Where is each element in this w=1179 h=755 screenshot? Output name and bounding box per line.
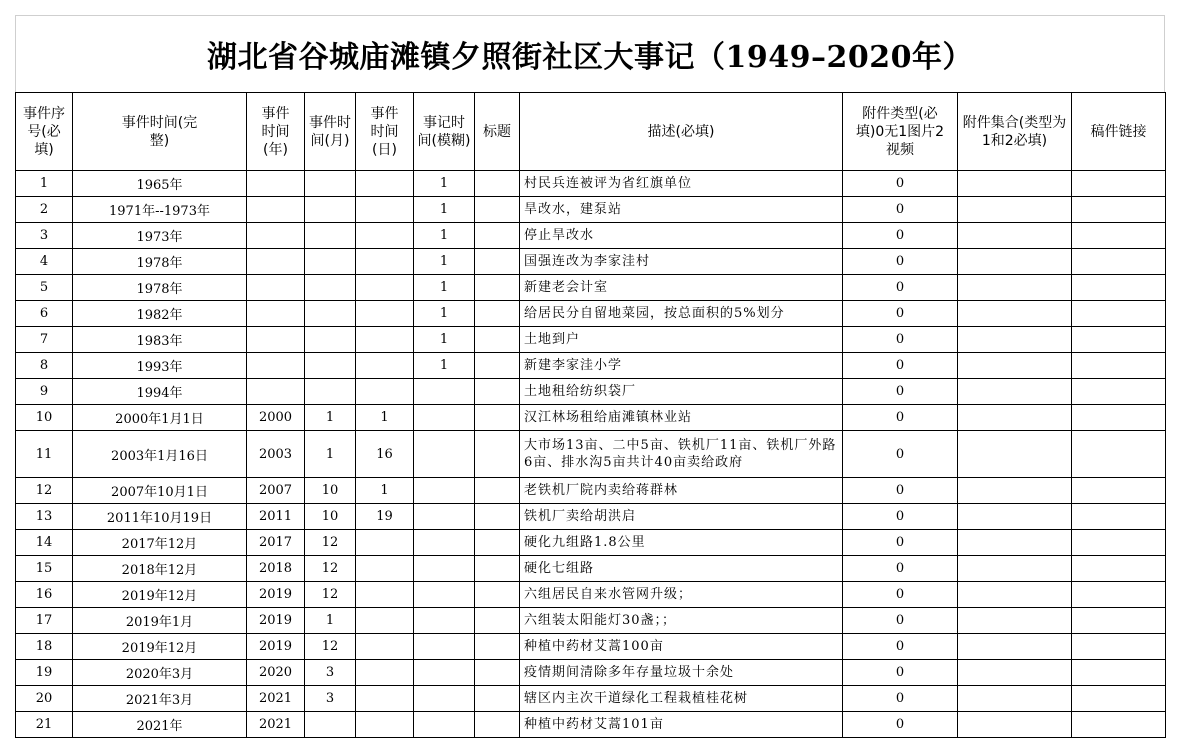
cell-attachment-type[interactable]: 0 <box>843 171 958 197</box>
cell-attachment-type[interactable]: 0 <box>843 405 958 431</box>
cell-seq[interactable]: 3 <box>16 223 73 249</box>
cell-month[interactable]: 1 <box>305 431 356 478</box>
cell-year[interactable]: 2018 <box>247 556 305 582</box>
cell-attachment-type[interactable]: 0 <box>843 608 958 634</box>
cell-attachment-set[interactable] <box>958 660 1072 686</box>
cell-description[interactable]: 新建李家洼小学 <box>520 353 843 379</box>
table-row <box>16 608 1166 634</box>
cell-month[interactable] <box>305 712 356 738</box>
cell-link[interactable] <box>1072 301 1166 327</box>
cell-fuzzy[interactable] <box>414 608 475 634</box>
cell-day[interactable] <box>356 275 414 301</box>
cell-attachment-set[interactable] <box>958 405 1072 431</box>
cell-month[interactable] <box>305 301 356 327</box>
cell-attachment-type[interactable]: 0 <box>843 197 958 223</box>
cell-seq[interactable]: 9 <box>16 379 73 405</box>
cell-description[interactable]: 土地到户 <box>520 327 843 353</box>
cell-date-full[interactable]: 1978年 <box>73 275 247 301</box>
cell-year[interactable] <box>247 379 305 405</box>
cell-day[interactable]: 19 <box>356 504 414 530</box>
cell-attachment-type[interactable]: 0 <box>843 223 958 249</box>
cell-month[interactable]: 3 <box>305 660 356 686</box>
cell-link[interactable] <box>1072 478 1166 504</box>
cell-link[interactable] <box>1072 686 1166 712</box>
cell-fuzzy[interactable]: 1 <box>414 223 475 249</box>
cell-link[interactable] <box>1072 327 1166 353</box>
cell-month[interactable] <box>305 275 356 301</box>
cell-link[interactable] <box>1072 634 1166 660</box>
cell-seq[interactable]: 5 <box>16 275 73 301</box>
cell-link[interactable] <box>1072 197 1166 223</box>
cell-seq[interactable]: 7 <box>16 327 73 353</box>
cell-seq[interactable]: 18 <box>16 634 73 660</box>
cell-description[interactable]: 新建老会计室 <box>520 275 843 301</box>
cell-description[interactable]: 村民兵连被评为省红旗单位 <box>520 171 843 197</box>
cell-title[interactable] <box>475 478 520 504</box>
cell-date-full[interactable]: 1983年 <box>73 327 247 353</box>
cell-fuzzy[interactable] <box>414 379 475 405</box>
cell-link[interactable] <box>1072 712 1166 738</box>
cell-description[interactable]: 辖区内主次干道绿化工程栽植桂花树 <box>520 686 843 712</box>
cell-date-full[interactable]: 1993年 <box>73 353 247 379</box>
cell-day[interactable] <box>356 171 414 197</box>
cell-attachment-set[interactable] <box>958 379 1072 405</box>
cell-month[interactable]: 10 <box>305 478 356 504</box>
cell-attachment-type[interactable]: 0 <box>843 275 958 301</box>
cell-day[interactable] <box>356 197 414 223</box>
cell-title[interactable] <box>475 504 520 530</box>
cell-description[interactable]: 疫情期间清除多年存量垃圾十余处 <box>520 660 843 686</box>
cell-day[interactable] <box>356 327 414 353</box>
cell-day[interactable] <box>356 223 414 249</box>
cell-attachment-type[interactable]: 0 <box>843 249 958 275</box>
cell-description[interactable]: 停止旱改水 <box>520 223 843 249</box>
cell-fuzzy[interactable]: 1 <box>414 249 475 275</box>
cell-title[interactable] <box>475 556 520 582</box>
cell-seq[interactable]: 2 <box>16 197 73 223</box>
cell-attachment-set[interactable] <box>958 504 1072 530</box>
table-row <box>16 379 1166 405</box>
cell-seq[interactable]: 16 <box>16 582 73 608</box>
cell-seq[interactable]: 11 <box>16 431 73 478</box>
cell-day[interactable] <box>356 608 414 634</box>
cell-date-full[interactable]: 2021年3月 <box>73 686 247 712</box>
cell-attachment-set[interactable] <box>958 223 1072 249</box>
cell-month[interactable] <box>305 249 356 275</box>
cell-fuzzy[interactable] <box>414 582 475 608</box>
cell-title[interactable] <box>475 608 520 634</box>
cell-title[interactable] <box>475 660 520 686</box>
cell-description[interactable]: 硬化九组路1.8公里 <box>520 530 843 556</box>
cell-year[interactable] <box>247 171 305 197</box>
cell-day[interactable]: 1 <box>356 405 414 431</box>
cell-month[interactable]: 12 <box>305 582 356 608</box>
table-row <box>16 353 1166 379</box>
cell-date-full[interactable]: 1982年 <box>73 301 247 327</box>
cell-attachment-type[interactable]: 0 <box>843 504 958 530</box>
cell-month[interactable] <box>305 379 356 405</box>
cell-fuzzy[interactable] <box>414 712 475 738</box>
cell-month[interactable] <box>305 197 356 223</box>
cell-fuzzy[interactable] <box>414 686 475 712</box>
cell-date-full[interactable]: 2019年12月 <box>73 634 247 660</box>
cell-title[interactable] <box>475 301 520 327</box>
cell-fuzzy[interactable]: 1 <box>414 197 475 223</box>
cell-day[interactable]: 16 <box>356 431 414 478</box>
cell-link[interactable] <box>1072 405 1166 431</box>
cell-attachment-set[interactable] <box>958 327 1072 353</box>
header-cell-year[interactable]: 事件时间(年) <box>247 93 305 171</box>
cell-description[interactable]: 种植中药材艾蒿101亩 <box>520 712 843 738</box>
cell-month[interactable] <box>305 171 356 197</box>
table-row <box>16 478 1166 504</box>
table-row <box>16 530 1166 556</box>
cell-fuzzy[interactable] <box>414 431 475 478</box>
cell-day[interactable]: 1 <box>356 478 414 504</box>
cell-attachment-type[interactable]: 0 <box>843 712 958 738</box>
cell-month[interactable]: 1 <box>305 608 356 634</box>
cell-link[interactable] <box>1072 275 1166 301</box>
cell-title[interactable] <box>475 353 520 379</box>
cell-fuzzy[interactable] <box>414 478 475 504</box>
table-row <box>16 223 1166 249</box>
cell-year[interactable]: 2019 <box>247 634 305 660</box>
spreadsheet <box>15 15 1165 738</box>
cell-attachment-type[interactable]: 0 <box>843 301 958 327</box>
header-cell-attachment-type[interactable]: 附件类型(必填)0无1图片2视频 <box>843 93 958 171</box>
cell-link[interactable] <box>1072 660 1166 686</box>
cell-fuzzy[interactable]: 1 <box>414 301 475 327</box>
cell-seq[interactable]: 13 <box>16 504 73 530</box>
cell-attachment-set[interactable] <box>958 608 1072 634</box>
header-cell-description[interactable]: 描述(必填) <box>520 93 843 171</box>
cell-fuzzy[interactable]: 1 <box>414 171 475 197</box>
cell-attachment-type[interactable]: 0 <box>843 686 958 712</box>
table-row <box>16 634 1166 660</box>
cell-seq[interactable]: 6 <box>16 301 73 327</box>
cell-attachment-type[interactable]: 0 <box>843 660 958 686</box>
cell-description[interactable]: 六组居民自来水管网升级； <box>520 582 843 608</box>
cell-title[interactable] <box>475 379 520 405</box>
cell-attachment-type[interactable]: 0 <box>843 431 958 478</box>
cell-attachment-type[interactable]: 0 <box>843 478 958 504</box>
cell-description[interactable]: 给居民分自留地菜园，按总面积的5%划分 <box>520 301 843 327</box>
cell-seq[interactable]: 19 <box>16 660 73 686</box>
cell-day[interactable] <box>356 556 414 582</box>
cell-year[interactable] <box>247 353 305 379</box>
cell-month[interactable]: 1 <box>305 405 356 431</box>
cell-date-full[interactable]: 1973年 <box>73 223 247 249</box>
cell-attachment-set[interactable] <box>958 353 1072 379</box>
cell-seq[interactable]: 1 <box>16 171 73 197</box>
events-table <box>15 92 1166 738</box>
cell-attachment-type[interactable]: 0 <box>843 556 958 582</box>
cell-day[interactable] <box>356 249 414 275</box>
header-cell-date-full[interactable]: 事件时间(完整) <box>73 93 247 171</box>
cell-year[interactable]: 2003 <box>247 431 305 478</box>
cell-attachment-set[interactable] <box>958 634 1072 660</box>
cell-fuzzy[interactable] <box>414 556 475 582</box>
cell-attachment-set[interactable] <box>958 197 1072 223</box>
cell-month[interactable]: 12 <box>305 556 356 582</box>
cell-date-full[interactable]: 1971年--1973年 <box>73 197 247 223</box>
cell-attachment-set[interactable] <box>958 582 1072 608</box>
cell-title[interactable] <box>475 530 520 556</box>
cell-link[interactable] <box>1072 556 1166 582</box>
cell-seq[interactable]: 20 <box>16 686 73 712</box>
cell-description[interactable]: 汉江林场租给庙滩镇林业站 <box>520 405 843 431</box>
cell-title[interactable] <box>475 197 520 223</box>
cell-date-full[interactable]: 2011年10月19日 <box>73 504 247 530</box>
cell-attachment-set[interactable] <box>958 301 1072 327</box>
cell-attachment-set[interactable] <box>958 275 1072 301</box>
cell-attachment-type[interactable]: 0 <box>843 582 958 608</box>
cell-fuzzy[interactable]: 1 <box>414 327 475 353</box>
cell-date-full[interactable]: 1978年 <box>73 249 247 275</box>
cell-seq[interactable]: 21 <box>16 712 73 738</box>
cell-year[interactable]: 2021 <box>247 686 305 712</box>
table-row <box>16 405 1166 431</box>
cell-day[interactable] <box>356 379 414 405</box>
cell-year[interactable]: 2019 <box>247 582 305 608</box>
cell-year[interactable] <box>247 249 305 275</box>
cell-year[interactable]: 2019 <box>247 608 305 634</box>
cell-year[interactable]: 2020 <box>247 660 305 686</box>
cell-seq[interactable]: 15 <box>16 556 73 582</box>
cell-title[interactable] <box>475 171 520 197</box>
header-cell-fuzzy[interactable]: 事记时间(模糊) <box>414 93 475 171</box>
cell-description[interactable]: 国强连改为李家洼村 <box>520 249 843 275</box>
table-row <box>16 327 1166 353</box>
table-row <box>16 301 1166 327</box>
cell-day[interactable] <box>356 582 414 608</box>
cell-date-full[interactable]: 2000年1月1日 <box>73 405 247 431</box>
cell-link[interactable] <box>1072 249 1166 275</box>
cell-day[interactable] <box>356 634 414 660</box>
title-cell[interactable] <box>15 15 1165 92</box>
cell-attachment-set[interactable] <box>958 249 1072 275</box>
cell-description[interactable]: 土地租给纺织袋厂 <box>520 379 843 405</box>
cell-year[interactable]: 2017 <box>247 530 305 556</box>
cell-month[interactable] <box>305 223 356 249</box>
table-row <box>16 660 1166 686</box>
cell-description[interactable]: 老铁机厂院内卖给蒋群林 <box>520 478 843 504</box>
cell-attachment-type[interactable]: 0 <box>843 379 958 405</box>
cell-year[interactable] <box>247 223 305 249</box>
cell-link[interactable] <box>1072 582 1166 608</box>
cell-date-full[interactable]: 2019年1月 <box>73 608 247 634</box>
cell-fuzzy[interactable] <box>414 405 475 431</box>
cell-year[interactable] <box>247 275 305 301</box>
page-title: 湖北省谷城庙滩镇夕照街社区大事记（1949–2020年） <box>207 40 973 75</box>
cell-month[interactable] <box>305 353 356 379</box>
cell-description[interactable]: 旱改水，建泵站 <box>520 197 843 223</box>
cell-month[interactable]: 10 <box>305 504 356 530</box>
cell-link[interactable] <box>1072 223 1166 249</box>
cell-attachment-set[interactable] <box>958 478 1072 504</box>
header-cell-link[interactable]: 稿件链接 <box>1072 93 1166 171</box>
cell-fuzzy[interactable] <box>414 530 475 556</box>
cell-title[interactable] <box>475 327 520 353</box>
cell-title[interactable] <box>475 405 520 431</box>
table-row <box>16 686 1166 712</box>
cell-month[interactable]: 12 <box>305 530 356 556</box>
cell-attachment-type[interactable]: 0 <box>843 353 958 379</box>
cell-link[interactable] <box>1072 171 1166 197</box>
header-cell-title[interactable]: 标题 <box>475 93 520 171</box>
cell-fuzzy[interactable] <box>414 634 475 660</box>
table-row <box>16 504 1166 530</box>
cell-link[interactable] <box>1072 504 1166 530</box>
table-row <box>16 582 1166 608</box>
cell-link[interactable] <box>1072 379 1166 405</box>
cell-seq[interactable]: 8 <box>16 353 73 379</box>
cell-month[interactable]: 3 <box>305 686 356 712</box>
cell-description[interactable]: 硬化七组路 <box>520 556 843 582</box>
cell-link[interactable] <box>1072 353 1166 379</box>
cell-attachment-set[interactable] <box>958 171 1072 197</box>
cell-year[interactable] <box>247 301 305 327</box>
cell-day[interactable] <box>356 660 414 686</box>
cell-date-full[interactable]: 2017年12月 <box>73 530 247 556</box>
cell-description[interactable]: 六组装太阳能灯30盏；； <box>520 608 843 634</box>
cell-fuzzy[interactable]: 1 <box>414 353 475 379</box>
cell-year[interactable]: 2011 <box>247 504 305 530</box>
cell-description[interactable]: 铁机厂卖给胡洪启 <box>520 504 843 530</box>
table-row <box>16 431 1166 478</box>
cell-attachment-type[interactable]: 0 <box>843 530 958 556</box>
table-row <box>16 556 1166 582</box>
header-cell-day[interactable]: 事件时间(日) <box>356 93 414 171</box>
cell-link[interactable] <box>1072 431 1166 478</box>
cell-year[interactable]: 2000 <box>247 405 305 431</box>
cell-seq[interactable]: 14 <box>16 530 73 556</box>
cell-seq[interactable]: 17 <box>16 608 73 634</box>
cell-attachment-type[interactable]: 0 <box>843 327 958 353</box>
table-row <box>16 712 1166 738</box>
cell-date-full[interactable]: 2007年10月1日 <box>73 478 247 504</box>
cell-attachment-set[interactable] <box>958 530 1072 556</box>
header-cell-month[interactable]: 事件时间(月) <box>305 93 356 171</box>
cell-fuzzy[interactable]: 1 <box>414 275 475 301</box>
cell-attachment-set[interactable] <box>958 686 1072 712</box>
cell-year[interactable]: 2007 <box>247 478 305 504</box>
header-cell-attachment-set[interactable]: 附件集合(类型为1和2必填) <box>958 93 1072 171</box>
cell-fuzzy[interactable] <box>414 660 475 686</box>
cell-attachment-set[interactable] <box>958 431 1072 478</box>
cell-fuzzy[interactable] <box>414 504 475 530</box>
cell-title[interactable] <box>475 712 520 738</box>
cell-title[interactable] <box>475 686 520 712</box>
cell-month[interactable] <box>305 327 356 353</box>
cell-title[interactable] <box>475 223 520 249</box>
cell-day[interactable] <box>356 686 414 712</box>
cell-link[interactable] <box>1072 530 1166 556</box>
header-row <box>16 93 1166 171</box>
cell-date-full[interactable]: 2003年1月16日 <box>73 431 247 478</box>
cell-year[interactable]: 2021 <box>247 712 305 738</box>
cell-attachment-set[interactable] <box>958 556 1072 582</box>
cell-description[interactable]: 大市场13亩、二中5亩、铁机厂11亩、铁机厂外路6亩、排水沟5亩共计40亩卖给政府 <box>520 431 843 478</box>
cell-day[interactable] <box>356 530 414 556</box>
cell-seq[interactable]: 10 <box>16 405 73 431</box>
table-body <box>16 171 1166 738</box>
cell-date-full[interactable]: 1994年 <box>73 379 247 405</box>
table-row <box>16 249 1166 275</box>
cell-date-full[interactable]: 2020年3月 <box>73 660 247 686</box>
cell-month[interactable]: 12 <box>305 634 356 660</box>
cell-year[interactable] <box>247 197 305 223</box>
cell-day[interactable] <box>356 712 414 738</box>
table-row <box>16 275 1166 301</box>
cell-link[interactable] <box>1072 608 1166 634</box>
cell-seq[interactable]: 4 <box>16 249 73 275</box>
cell-title[interactable] <box>475 275 520 301</box>
cell-title[interactable] <box>475 582 520 608</box>
cell-date-full[interactable]: 2018年12月 <box>73 556 247 582</box>
cell-day[interactable] <box>356 301 414 327</box>
cell-title[interactable] <box>475 634 520 660</box>
cell-title[interactable] <box>475 431 520 478</box>
table-row <box>16 197 1166 223</box>
cell-day[interactable] <box>356 353 414 379</box>
table-row <box>16 171 1166 197</box>
cell-title[interactable] <box>475 249 520 275</box>
cell-attachment-set[interactable] <box>958 712 1072 738</box>
cell-date-full[interactable]: 2019年12月 <box>73 582 247 608</box>
cell-date-full[interactable]: 1965年 <box>73 171 247 197</box>
cell-description[interactable]: 种植中药材艾蒿100亩 <box>520 634 843 660</box>
cell-seq[interactable]: 12 <box>16 478 73 504</box>
header-cell-seq[interactable]: 事件序号(必填) <box>16 93 73 171</box>
cell-year[interactable] <box>247 327 305 353</box>
cell-date-full[interactable]: 2021年 <box>73 712 247 738</box>
cell-attachment-type[interactable]: 0 <box>843 634 958 660</box>
